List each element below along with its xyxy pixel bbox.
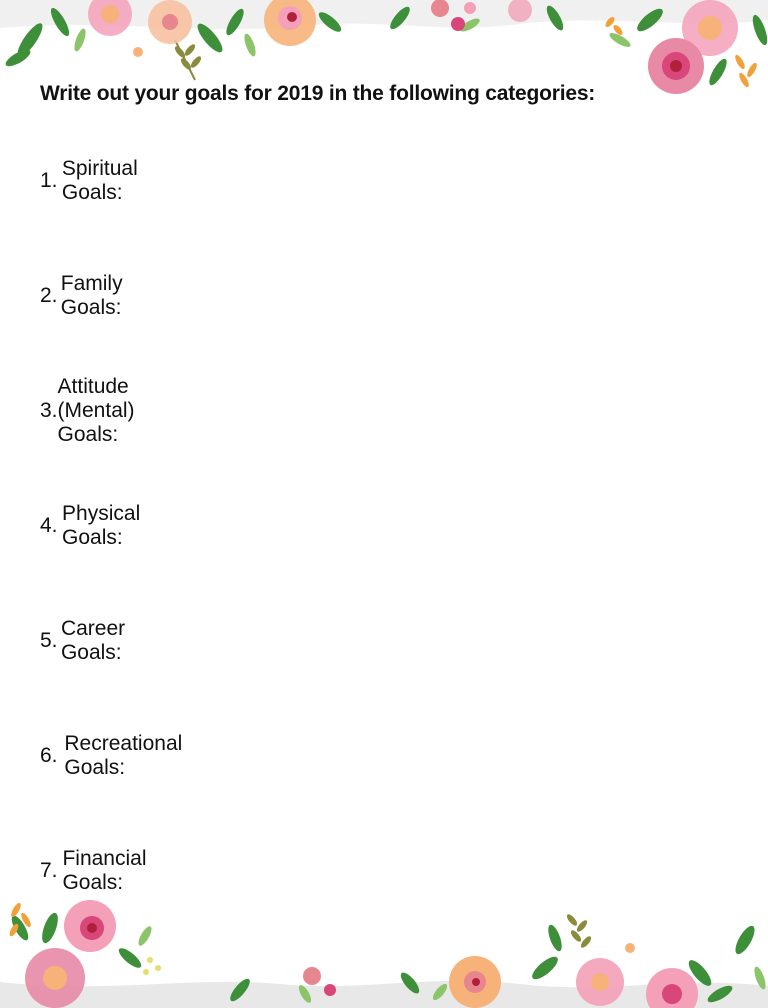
bottom-floral-border	[0, 898, 768, 1008]
goal-number: 1.	[40, 169, 58, 192]
goal-item-physical	[40, 502, 153, 549]
goal-number: 3.	[40, 399, 58, 422]
goal-label: Career Goals:	[60, 617, 126, 664]
goal-number: 5.	[40, 629, 58, 652]
goal-item-attitude-mental	[40, 375, 152, 446]
writing-space-career[interactable]	[75, 664, 715, 724]
floral-border-bottom-art	[0, 898, 768, 1008]
goal-item-financial	[40, 847, 159, 894]
goal-label: Financial Goals:	[62, 847, 147, 894]
goal-item-recreational	[40, 732, 193, 779]
goal-item-family	[40, 272, 137, 319]
goal-label: Family Goals:	[60, 272, 123, 319]
goal-label: Recreational Goals:	[64, 732, 183, 779]
writing-space-physical[interactable]	[75, 549, 715, 609]
writing-space-recreational[interactable]	[75, 779, 715, 839]
goal-item-spiritual	[40, 157, 151, 204]
goal-label: Spiritual Goals:	[61, 157, 138, 204]
writing-space-family[interactable]	[75, 319, 715, 379]
goal-number: 4.	[40, 514, 58, 537]
worksheet-heading: Write out your goals for 2019 in the following categories:	[40, 82, 596, 105]
goal-number: 2.	[40, 284, 58, 307]
goal-number: 7.	[40, 859, 58, 882]
goal-label: Physical Goals:	[62, 502, 141, 549]
goal-item-career	[40, 617, 139, 664]
writing-space-attitude[interactable]	[75, 434, 715, 494]
writing-space-spiritual[interactable]	[75, 204, 715, 264]
goal-number: 6.	[40, 744, 58, 767]
goal-label: Attitude (Mental) Goals:	[57, 375, 135, 446]
